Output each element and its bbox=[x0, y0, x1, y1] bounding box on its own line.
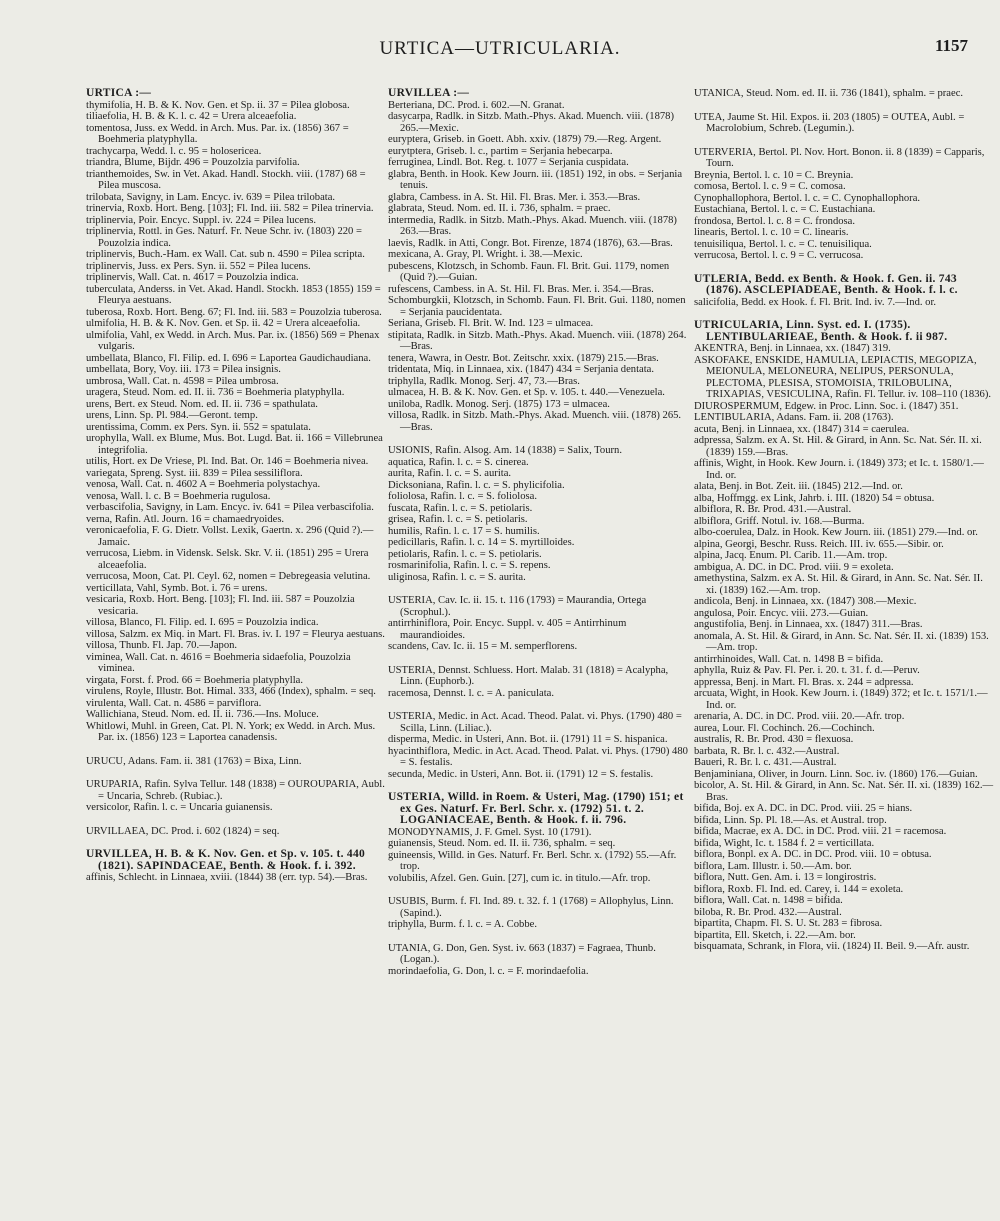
genus-heading: URVILLEA :— bbox=[388, 88, 470, 99]
synonym-line: scandens, Cav. Ic. ii. 15 = M. semperflorens. bbox=[388, 641, 578, 652]
synonym-line: bifida, Macrae, ex A. DC. in DC. Prod. viii. 21 = racemosa. bbox=[694, 826, 947, 837]
synonym-line: ferruginea, Lindl. Bot. Reg. t. 1077 = Serjania cuspidata. bbox=[388, 157, 629, 168]
genus-entry bbox=[388, 665, 688, 700]
synonym-line: USIONIS, Rafin. Alsog. Am. 14 (1838) = Salix, Tourn. bbox=[388, 445, 622, 456]
synonym-line: URVILLAEA, DC. Prod. i. 602 (1824) = seq. bbox=[86, 825, 280, 837]
synonym-line: disperma, Medic. in Usteri, Ann. Bot. ii. (1791) 11 = S. hispanica. bbox=[388, 734, 668, 745]
synonym-line: AKENTRA, Benj. in Linnaea, xx. (1847) 319. bbox=[694, 343, 891, 354]
synonym-line: UTANIA, G. Don, Gen. Syst. iv. 663 (1837) = Fagraea, Thunb. (Logan.). bbox=[388, 942, 656, 965]
synonym-line: bifida, Wight, Ic. t. 1584 f. 2 = verticillata. bbox=[694, 837, 875, 849]
genus-entry bbox=[388, 595, 688, 653]
synonym-line: URUCU, Adans. Fam. ii. 381 (1763) = Bixa, Linn. bbox=[86, 755, 302, 767]
synonym-line: secunda, Medic. in Usteri, Ann. Bot. ii. (1791) 12 = S. festalis. bbox=[388, 768, 654, 780]
synonym-line: bipartita, Chapm. Fl. S. U. St. 283 = fibrosa. bbox=[694, 918, 883, 929]
synonym-line: venosa, Wall. l. c. B = Boehmeria rugulosa. bbox=[86, 490, 271, 502]
synonym-line: URUPARIA, Rafin. Sylva Tellur. 148 (1838) = OUROUPARIA, Aubl. = Uncaria, Schreb. (Rubiac.). bbox=[86, 779, 385, 802]
synonym-line: Breynia, Bertol. l. c. 10 = C. Breynia. bbox=[694, 169, 854, 181]
synonym-line: bisquamata, Schrank, in Flora, vii. (1824) II. Beil. 9.—Afr. austr. bbox=[694, 941, 970, 952]
synonym-line: urentissima, Comm. ex Pers. Syn. ii. 552 = spatulata. bbox=[86, 421, 311, 433]
synonym-line: thymifolia, H. B. & K. Nov. Gen. et Sp. ii. 37 = Pilea globosa. bbox=[86, 99, 350, 111]
synonym-line: ASKOFAKE, ENSKIDE, HAMULIA, LEPIACTIS, MEGOPIZA, MEIONULA, MELONEURA, NELIPUS, PERSONULA, PLECTOMA, PLESISA, STOMOISIA, TRILOBULINA, TRIXAPIAS, VESICULINA, Rafin. Fl. Tellur. iv. 108–110 (1836). bbox=[694, 354, 991, 400]
synonym-line: biflora, Lam. Illustr. i. 50.—Am. bor. bbox=[694, 860, 852, 872]
synonym-line: foliolosa, Rafin. l. c. = S. foliolosa. bbox=[388, 491, 537, 502]
synonym-line: rosmarinifolia, Rafin. l. c. = S. repens. bbox=[388, 560, 551, 571]
synonym-line: tuberosa, Roxb. Hort. Beng. 67; Fl. Ind. iii. 583 = Pouzolzia tuberosa. bbox=[86, 306, 382, 318]
synonym-line: UTERVERIA, Bertol. Pl. Nov. Hort. Bonon. ii. 8 (1839) = Capparis, Tourn. bbox=[694, 146, 985, 169]
synonym-line: Schomburgkii, Klotzsch, in Schomb. Faun. Fl. Brit. Gui. 1180, nomen = Serjania paucidentata. bbox=[388, 295, 686, 318]
genus-entry bbox=[86, 88, 386, 744]
synonym-line: verticillata, Vahl, Symb. Bot. i. 76 = urens. bbox=[86, 582, 268, 594]
synonym-line: comosa, Bertol. l. c. 9 = C. comosa. bbox=[694, 181, 846, 192]
synonym-line: andicola, Benj. in Linnaea, xx. (1847) 308.—Mexic. bbox=[694, 596, 917, 607]
synonym-line: umbrosa, Wall. Cat. n. 4598 = Pilea umbrosa. bbox=[86, 375, 279, 387]
synonym-line: australis, R. Br. Prod. 430 = flexuosa. bbox=[694, 734, 854, 745]
synonym-line: glabra, Cambess. in A. St. Hil. Fl. Bras. Mer. i. 353.—Bras. bbox=[388, 191, 641, 203]
synonym-line: tridentata, Miq. in Linnaea, xix. (1847) 434 = Serjania dentata. bbox=[388, 364, 655, 375]
synonym-line: trinervia, Roxb. Hort. Beng. [103]; Fl. Ind. iii. 582 = Pilea trinervia. bbox=[86, 203, 374, 214]
genus-entry bbox=[86, 849, 386, 884]
synonym-line: trilobata, Savigny, in Lam. Encyc. iv. 639 = Pilea trilobata. bbox=[86, 191, 336, 203]
synonym-line: triandra, Blume, Bijdr. 496 = Pouzolzia parvifolia. bbox=[86, 157, 300, 168]
synonym-line: amethystina, Salzm. ex A. St. Hil. & Girard, in Ann. Sc. Nat. Sér. II. xi. (1839) 162.—Am. trop. bbox=[694, 573, 983, 596]
synonym-line: albo-coerulea, Dalz. in Hook. Kew Journ. iii. (1851) 279.—Ind. or. bbox=[694, 527, 978, 538]
synonym-line: alpina, Jacq. Enum. Pl. Carib. 11.—Am. trop. bbox=[694, 550, 888, 561]
synonym-line: pedicillaris, Rafin. l. c. 14 = S. myrtilloides. bbox=[388, 537, 575, 548]
synonym-line: triphylla, Radlk. Monog. Serj. 47, 73.—Bras. bbox=[388, 375, 580, 387]
synonym-line: anomala, A. St. Hil. & Girard, in Ann. Sc. Nat. Sér. II. xi. (1839) 153.—Am. trop. bbox=[694, 630, 989, 653]
genus-entry bbox=[388, 896, 688, 931]
synonym-line: bipartita, Ell. Sketch, i. 22.—Am. bor. bbox=[694, 929, 856, 941]
synonym-line: USTERIA, Cav. Ic. ii. 15. t. 116 (1793) = Maurandia, Ortega (Scrophul.). bbox=[388, 595, 647, 618]
synonym-line: Baueri, R. Br. l. c. 431.—Austral. bbox=[694, 757, 837, 768]
synonym-line: versicolor, Rafin. l. c. = Uncaria guianensis. bbox=[86, 802, 273, 813]
synonym-line: USTERIA, Medic. in Act. Acad. Theod. Palat. vi. Phys. (1790) 480 = Scilla, Linn. (Liliac.). bbox=[388, 711, 682, 734]
genus-entry bbox=[694, 274, 994, 309]
synonym-line: intermedia, Radlk. in Sitzb. Math.-Phys. Akad. Muench. viii. (1878) 263.—Bras. bbox=[388, 214, 677, 237]
synonym-line: biflora, Wall. Cat. n. 1498 = bifida. bbox=[694, 895, 843, 906]
page-number: 1157 bbox=[934, 36, 968, 55]
synonym-line: biflora, Bonpl. ex A. DC. in DC. Prod. viii. 10 = obtusa. bbox=[694, 849, 932, 860]
synonym-line: DIUROSPERMUM, Edgew. in Proc. Linn. Soc. i. (1847) 351. bbox=[694, 400, 959, 412]
synonym-line: UTEA, Jaume St. Hil. Expos. ii. 203 (1805) = OUTEA, Aubl. = Macrolobium, Schreb. (Legumin.). bbox=[694, 111, 965, 134]
genus-entry bbox=[388, 711, 688, 780]
synonym-line: eurytptera, Griseb. l. c., partim = Serjania hebecarpa. bbox=[388, 145, 613, 157]
synonym-line: variegata, Spreng. Syst. iii. 839 = Pilea sessiliflora. bbox=[86, 467, 303, 479]
synonym-line: triplinervis, Wall. Cat. n. 4617 = Pouzolzia indica. bbox=[86, 272, 299, 283]
synonym-line: bifida, Linn. Sp. Pl. 18.—As. et Austral. trop. bbox=[694, 814, 887, 826]
synonym-line: verrucosa, Bertol. l. c. 9 = C. verrucosa. bbox=[694, 250, 864, 261]
synonym-line: biflora, Roxb. Fl. Ind. ed. Carey, i. 144 = exoleta. bbox=[694, 883, 904, 895]
genus-heading: USTERIA, Willd. in Roem. & Usteri, Mag. (1790) 151; et ex Ges. Naturf. Fr. Berl. Schr. x. (1792) 51. t. 2. LOGANIACEAE, Benth. & Hook. f. ii. 796. bbox=[388, 791, 684, 826]
genus-entry bbox=[86, 779, 386, 814]
synonym-line: trachycarpa, Wedd. l. c. 95 = holosericea. bbox=[86, 145, 262, 157]
synonym-line: affinis, Schlecht. in Linnaea, xviii. (1844) 38 (err. typ. 54).—Bras. bbox=[86, 872, 368, 883]
synonym-line: ulmifolia, H. B. & K. Nov. Gen. et Sp. ii. 42 = Urera alceaefolia. bbox=[86, 318, 361, 329]
synonym-line: biflora, Nutt. Gen. Am. i. 13 = longirostris. bbox=[694, 872, 877, 883]
synonym-line: alata, Benj. in Bot. Zeit. iii. (1845) 212.—Ind. or. bbox=[694, 481, 903, 492]
synonym-line: glabrata, Steud. Nom. ed. II. i. 736, sphalm. = praec. bbox=[388, 203, 611, 214]
synonym-line: appressa, Benj. in Mart. Fl. Bras. x. 244 = adpressa. bbox=[694, 676, 914, 688]
synonym-line: aphylla, Ruiz & Pav. Fl. Per. i. 20. t. 31. f. d.—Peruv. bbox=[694, 665, 920, 676]
synonym-line: euryptera, Griseb. in Goett. Abh. xxiv. (1879) 79.—Reg. Argent. bbox=[388, 134, 662, 145]
synonym-line: verrucosa, Liebm. in Vidensk. Selsk. Skr. V. ii. (1851) 295 = Urera alceaefolia. bbox=[86, 548, 369, 571]
synonym-line: angustifolia, Benj. in Linnaea, xx. (1847) 311.—Bras. bbox=[694, 619, 923, 630]
synonym-line: villosa, Blanco, Fl. Filip. ed. I. 695 = Pouzolzia indica. bbox=[86, 617, 319, 628]
synonym-line: Cynophallophora, Bertol. l. c. = C. Cynophallophora. bbox=[694, 192, 921, 204]
synonym-line: frondosa, Bertol. l. c. 8 = C. frondosa. bbox=[694, 215, 856, 227]
column-middle bbox=[388, 88, 688, 1208]
synonym-line: verna, Rafin. Atl. Journ. 16 = chamaedryoides. bbox=[86, 513, 285, 525]
synonym-line: LENTIBULARIA, Adans. Fam. ii. 208 (1763). bbox=[694, 412, 894, 423]
synonym-line: aquatica, Rafin. l. c. = S. cinerea. bbox=[388, 456, 529, 468]
synonym-line: affinis, Wight, in Hook. Kew Journ. i. (1849) 373; et Ic. t. 1580/1.—Ind. or. bbox=[694, 458, 984, 481]
synonym-line: acuta, Benj. in Linnaea, xx. (1847) 314 = caerulea. bbox=[694, 423, 910, 435]
genus-entry bbox=[694, 147, 994, 262]
genus-entry bbox=[694, 88, 994, 100]
synonym-line: triplinervia, Rottl. in Ges. Naturf. Fr. Neue Schr. iv. (1803) 220 = Pouzolzia indica. bbox=[86, 226, 362, 249]
synonym-line: dasycarpa, Radlk. in Sitzb. Math.-Phys. Akad. Muench. viii. (1878) 265.—Mexic. bbox=[388, 111, 674, 134]
synonym-line: aurea, Lour. Fl. Cochinch. 26.—Cochinch. bbox=[694, 722, 875, 734]
genus-heading: UTRICULARIA, Linn. Syst. ed. I. (1735). LENTIBULARIEAE, Benth. & Hook. f. ii 987. bbox=[694, 319, 948, 343]
synonym-line: bicolor, A. St. Hil. & Girard, in Ann. Sc. Nat. Sér. II. xi. (1839) 162.—Bras. bbox=[694, 780, 994, 803]
column-left bbox=[86, 88, 386, 1208]
synonym-line: Dicksoniana, Rafin. l. c. = S. phylicifolia. bbox=[388, 479, 565, 491]
synonym-line: verrucosa, Moon, Cat. Pl. Ceyl. 62, nomen = Debregeasia velutina. bbox=[86, 571, 371, 582]
synonym-line: USTERIA, Dennst. Schluess. Hort. Malab. 31 (1818) = Acalypha, Linn. (Euphorb.). bbox=[388, 664, 669, 687]
synonym-line: angulosa, Poir. Encyc. viii. 273.—Guian. bbox=[694, 607, 869, 619]
synonym-line: antirrhinoides, Wall. Cat. n. 1498 B = bifida. bbox=[694, 653, 884, 665]
synonym-line: venosa, Wall. Cat. n. 4602 A = Boehmeria polystachya. bbox=[86, 479, 321, 490]
synonym-line: triplinervis, Buch.-Ham. ex Wall. Cat. sub n. 4590 = Pilea scripta. bbox=[86, 249, 365, 260]
synonym-line: trianthemoides, Sw. in Vet. Akad. Handl. Stockh. viii. (1787) 68 = Pilea muscosa. bbox=[86, 168, 366, 191]
synonym-line: grisea, Rafin. l. c. = S. petiolaris. bbox=[388, 514, 528, 525]
synonym-line: UTANICA, Steud. Nom. ed. II. ii. 736 (1841), sphalm. = praec. bbox=[694, 88, 964, 99]
genus-entry bbox=[388, 792, 688, 884]
synonym-line: vesicaria, Roxb. Hort. Beng. [103]; Fl. Ind. iii. 587 = Pouzolzia vesicaria. bbox=[86, 594, 355, 617]
genus-heading: URVILLEA, H. B. & K. Nov. Gen. et Sp. v. 105. t. 440 (1821). SAPINDACEAE, Benth. & Hook. f. i. 392. bbox=[86, 848, 366, 872]
synonym-line: Wallichiana, Steud. Nom. ed. II. ii. 736.—Ins. Moluce. bbox=[86, 709, 319, 720]
synonym-line: uliginosa, Rafin. l. c. = S. aurita. bbox=[388, 571, 526, 583]
synonym-line: morindaefolia, G. Don, l. c. = F. morindaefolia. bbox=[388, 965, 589, 977]
synonym-line: adpressa, Salzm. ex A. St. Hil. & Girard, in Ann. Sc. Nat. Sér. II. xi. (1839) 159.—Bras. bbox=[694, 435, 982, 458]
synonym-line: arcuata, Wight, in Hook. Kew Journ. i. (1849) 372; et Ic. t. 1571/1.—Ind. or. bbox=[694, 688, 988, 711]
synonym-line: linearis, Bertol. l. c. 10 = C. linearis. bbox=[694, 227, 849, 238]
genus-entry bbox=[694, 112, 994, 135]
synonym-line: triplinervis, Juss. ex Pers. Syn. ii. 552 = Pilea lucens. bbox=[86, 260, 311, 272]
synonym-line: racemosa, Dennst. l. c. = A. paniculata. bbox=[388, 687, 555, 699]
synonym-line: barbata, R. Br. l. c. 432.—Austral. bbox=[694, 745, 840, 757]
synonym-line: ulmacea, H. B. & K. Nov. Gen. et Sp. v. 105. t. 440.—Venezuela. bbox=[388, 387, 665, 398]
synonym-line: tomentosa, Juss. ex Wedd. in Arch. Mus. Par. ix. (1856) 367 = Boehmeria platyphylla. bbox=[86, 122, 349, 145]
synonym-line: alpina, Georgi, Beschr. Russ. Reich. III. iv. 655.—Sibir. or. bbox=[694, 538, 944, 550]
synonym-line: ambigua, A. DC. in DC. Prod. viii. 9 = exoleta. bbox=[694, 561, 894, 573]
synonym-line: umbellata, Bory, Voy. iii. 173 = Pilea insignis. bbox=[86, 364, 281, 375]
synonym-line: villosa, Salzm. ex Miq. in Mart. Fl. Bras. iv. I. 197 = Fleurya aestuans. bbox=[86, 628, 385, 640]
synonym-line: tuberculata, Anderss. in Vet. Akad. Handl. Stockh. 1853 (1855) 159 = Fleurya aestuans. bbox=[86, 283, 381, 306]
synonym-line: volubilis, Afzel. Gen. Guin. [27], cum ic. in titulo.—Afr. trop. bbox=[388, 872, 651, 884]
synonym-line: USUBIS, Burm. f. Fl. Ind. 89. t. 32. f. 1 (1768) = Allophylus, Linn. (Sapind.). bbox=[388, 896, 674, 919]
synonym-line: triplinervia, Poir. Encyc. Suppl. iv. 224 = Pilea lucens. bbox=[86, 214, 317, 226]
synonym-line: hyacinthiflora, Medic. in Act. Acad. Theod. Palat. vi. Phys. (1790) 480 = S. festalis. bbox=[388, 745, 688, 768]
genus-heading: UTLERIA, Bedd. ex Benth. & Hook. f. Gen. ii. 743 (1876). ASCLEPIADEAE, Benth. & Hook. f. l. c. bbox=[694, 272, 958, 296]
synonym-line: petiolaris, Rafin. l. c. = S. petiolaris. bbox=[388, 548, 542, 560]
synonym-line: veronicaefolia, F. G. Dietr. Vollst. Lexik, Gaertn. x. 296 (Quid ?).—Jamaic. bbox=[86, 525, 374, 548]
synonym-line: uragera, Steud. Nom. ed. II. ii. 736 = Boehmeria platyphylla. bbox=[86, 387, 345, 398]
synonym-line: virulens, Royle, Illustr. Bot. Himal. 333, 466 (Index), sphalm. = seq. bbox=[86, 686, 376, 697]
synonym-line: antirrhiniflora, Poir. Encyc. Suppl. v. 405 = Antirrhinum maurandioides. bbox=[388, 618, 627, 641]
synonym-line: guianensis, Steud. Nom. ed. II. ii. 736, sphalm. = seq. bbox=[388, 838, 616, 849]
synonym-line: albiflora, R. Br. Prod. 431.—Austral. bbox=[694, 504, 852, 515]
synonym-line: utilis, Hort. ex De Vriese, Pl. Ind. Bat. Or. 146 = Boehmeria nivea. bbox=[86, 456, 369, 467]
synonym-line: uniloba, Radlk. Monog. Serj. (1875) 173 = ulmacea. bbox=[388, 398, 610, 410]
synonym-line: virulenta, Wall. Cat. n. 4586 = parviflora. bbox=[86, 697, 262, 709]
synonym-line: tenera, Wawra, in Oestr. Bot. Zeitschr. xxix. (1879) 215.—Bras. bbox=[388, 352, 659, 364]
synonym-line: stipitata, Radlk. in Sitzb. Math.-Phys. Akad. Muench. viii. (1878) 264.—Bras. bbox=[388, 329, 687, 352]
synonym-line: triphylla, Burm. f. l. c. = A. Cobbe. bbox=[388, 919, 537, 930]
genus-entry bbox=[694, 320, 994, 953]
synonym-line: urens, Bert. ex Steud. Nom. ed. II. ii. 736 = spathulata. bbox=[86, 398, 318, 410]
synonym-line: MONODYNAMIS, J. F. Gmel. Syst. 10 (1791). bbox=[388, 826, 592, 838]
synonym-line: Seriana, Griseb. Fl. Brit. W. Ind. 123 = ulmacea. bbox=[388, 318, 594, 329]
synonym-line: tiliaefolia, H. B. & K. l. c. 42 = Urera alceaefolia. bbox=[86, 111, 297, 122]
genus-heading: URTICA :— bbox=[86, 88, 152, 99]
synonym-line: viminea, Wall. Cat. n. 4616 = Boehmeria sidaefolia, Pouzolzia viminea. bbox=[86, 651, 351, 674]
synonym-line: biloba, R. Br. Prod. 432.—Austral. bbox=[694, 906, 842, 918]
genus-entry bbox=[388, 943, 688, 978]
synonym-line: villosa, Radlk. in Sitzb. Math.-Phys. Akad. Muench. viii. (1878) 265.—Bras. bbox=[388, 410, 682, 433]
genus-entry bbox=[86, 826, 386, 838]
synonym-line: Berteriana, DC. Prod. i. 602.—N. Granat. bbox=[388, 99, 565, 111]
synonym-line: fuscata, Rafin. l. c. = S. petiolaris. bbox=[388, 502, 533, 514]
genus-entry bbox=[388, 445, 688, 583]
synonym-line: salicifolia, Bedd. ex Hook. f. Fl. Brit. Ind. iv. 7.—Ind. or. bbox=[694, 296, 937, 308]
synonym-line: albiflora, Griff. Notul. iv. 168.—Burma. bbox=[694, 515, 865, 527]
synonym-line: guineensis, Willd. in Ges. Naturf. Fr. Berl. Schr. x. (1792) 55.—Afr. trop. bbox=[388, 849, 677, 872]
column-right bbox=[694, 88, 994, 1208]
synonym-line: virgata, Forst. f. Prod. 66 = Boehmeria platyphylla. bbox=[86, 674, 304, 686]
synonym-line: urophylla, Wall. ex Blume, Mus. Bot. Lugd. Bat. ii. 166 = Villebrunea integrifolia. bbox=[86, 433, 383, 456]
genus-entry bbox=[388, 88, 688, 433]
synonym-line: Eustachiana, Bertol. l. c. = C. Eustachiana. bbox=[694, 204, 876, 215]
synonym-line: Whitlowi, Muhl. in Green, Cat. Pl. N. York; ex Wedd. in Arch. Mus. Par. ix. (1856) 123 = Laportea canadensis. bbox=[86, 720, 376, 743]
synonym-line: villosa, Thunb. Fl. Jap. 70.—Japon. bbox=[86, 640, 238, 651]
synonym-line: arenaria, A. DC. in DC. Prod. viii. 20.—Afr. trop. bbox=[694, 711, 905, 722]
running-head: URTICA—UTRICULARIA. bbox=[379, 38, 621, 59]
synonym-line: laevis, Radlk. in Atti, Congr. Bot. Firenze, 1874 (1876), 63.—Bras. bbox=[388, 237, 673, 249]
synonym-line: aurita, Rafin. l. c. = S. aurita. bbox=[388, 468, 512, 479]
synonym-line: Benjaminiana, Oliver, in Journ. Linn. Soc. iv. (1860) 176.—Guian. bbox=[694, 768, 978, 780]
synonym-line: humilis, Rafin. l. c. 17 = S. humilis. bbox=[388, 525, 540, 537]
synonym-line: rufescens, Cambess. in A. St. Hil. Fl. Bras. Mer. i. 354.—Bras. bbox=[388, 283, 654, 295]
synonym-line: ulmifolia, Vahl, ex Wedd. in Arch. Mus. Par. ix. (1856) 569 = Phenax vulgaris. bbox=[86, 329, 380, 352]
synonym-line: mexicana, A. Gray, Pl. Wright. i. 38.—Mexic. bbox=[388, 249, 583, 260]
genus-entry bbox=[86, 756, 386, 768]
synonym-line: alba, Hoffmgg. ex Link, Jahrb. i. III. (1820) 54 = obtusa. bbox=[694, 492, 935, 504]
synonym-line: verbascifolia, Savigny, in Lam. Encyc. iv. 641 = Pilea verbascifolia. bbox=[86, 502, 374, 513]
synonym-line: pubescens, Klotzsch, in Schomb. Faun. Fl. Brit. Gui. 1179, nomen (Quid ?).—Guian. bbox=[388, 260, 670, 283]
synonym-line: urens, Linn. Sp. Pl. 984.—Geront. temp. bbox=[86, 410, 258, 421]
synonym-line: bifida, Boj. ex A. DC. in DC. Prod. viii. 25 = hians. bbox=[694, 803, 913, 814]
synonym-line: umbellata, Blanco, Fl. Filip. ed. I. 696 = Laportea Gaudichaudiana. bbox=[86, 352, 371, 364]
synonym-line: glabra, Benth. in Hook. Kew Journ. iii. (1851) 192, in obs. = Serjania tenuis. bbox=[388, 168, 683, 191]
synonym-line: tenuisiliqua, Bertol. l. c. = C. tenuisiliqua. bbox=[694, 238, 872, 250]
